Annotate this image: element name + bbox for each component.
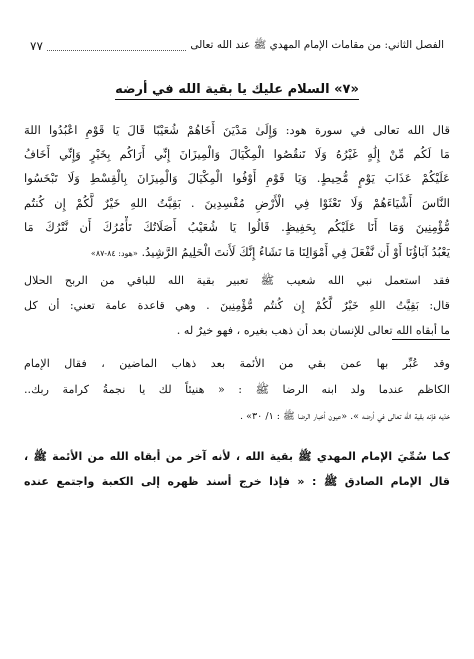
section-title-text: «٧» السلام عليك يا بقية الله في أرضه (115, 82, 359, 100)
paragraph-2-line-3: ما أبقاه الله تعالى للإنسان بعد أن ذهب بغيره ، فهو خيرٌ له . (176, 324, 450, 337)
running-header (30, 38, 444, 54)
paragraph-1-line-3: عَلَيْكُمْ عَذَابَ يَوْمٍ مُّحِيطٍ. وَيَا قَوْمِ أَوْفُوا الْمِكْيَالَ وَالْمِيزَانَ بِالْقِسْطِ وَلَا تَبْخَسُوا (24, 171, 450, 185)
paragraph-2-line-2: قال: بَقِيَّتُ اللهِ خَيْرٌ لَّكُمْ إِن كُنتُم مُّؤْمِنِينَ . وهي قاعدة عامة تعني: أن كل (24, 299, 450, 312)
underline-mark (392, 339, 450, 340)
header-dotted-leader (47, 42, 186, 51)
paragraph-2-line-1: فقد استعمل نبي الله شعيب ﷺ تعبير بقية الله للباقي من الربح الحلال (24, 274, 450, 287)
paragraph-4-line-2: قال الإمام الصادق ﷺ : « فإذا خرج أسند ظهره إلى الكعبة واجتمع عنده (24, 475, 450, 488)
running-title: الفصل الثاني: من مقامات الإمام المهدي ﷺ عند الله تعالى (190, 38, 444, 51)
paragraph-1-line-6 (24, 241, 450, 263)
quran-reference: «هود: ٨٤-٨٧» (90, 249, 138, 258)
paragraph-1-line-1: قال الله تعالى في سورة هود: وَإِلَىٰ مَدْيَنَ أَخَاهُمْ شُعَيْبًا قَالَ يَا قَوْمِ اعْبُدُوا اللهَ (24, 123, 450, 137)
paragraph-1-line-2: مَا لَكُم مِّنْ إِلَٰهٍ غَيْرُهُ وَلَا تَنقُصُوا الْمِكْيَالَ وَالْمِيزَانَ إِنِّي أَرَاكُم بِخَيْرٍ وَإِنِّي أَخَافُ (24, 147, 450, 161)
section-title (0, 82, 474, 97)
paragraph-1-line-5: مُّؤْمِنِينَ وَمَا أَنَا عَلَيْكُم بِحَفِيظٍ. قَالُوا يَا شُعَيْبُ أَصَلَاتُكَ تَأْمُرُكَ أَن نَّتْرُكَ مَا (24, 220, 450, 234)
paragraph-3-line-2: الكاظم عندما ولد ابنه الرضا ﷺ : « هنيئاً لك يا نجمةُ كرامة ربك.. (24, 383, 450, 396)
paragraph-3-line-3: خذيه فإنه بقية الله تعالى في أرضه ». «عيون أخبار الرضا ﷺ : ١/ ٣٠» . (239, 411, 450, 422)
paragraph-1-line-4: النَّاسَ أَشْيَاءَهُمْ وَلَا تَعْثَوْا فِي الْأَرْضِ مُفْسِدِينَ . بَقِيَّتُ اللهِ خَيْرٌ لَّكُمْ إِن كُنتُم (24, 196, 450, 210)
page-number: ٧٧ (30, 39, 43, 53)
paragraph-3-line-1: وقد عُبِّر بها عمن بقي من الأئمة بعد ذهاب الماضين ، فقال الإمام (24, 357, 450, 370)
paragraph-1-line-6-text: يَعْبُدُ آبَاؤُنَا أَوْ أَن نَّفْعَلَ فِي أَمْوَالِنَا مَا نَشَاءُ إِنَّكَ لَأَنتَ الْحَلِيمُ الرَّشِيدُ. (141, 245, 450, 259)
paragraph-4-line-1: كما سُمِّيَ الإمام المهدي ﷺ بقية الله ، لأنه آخر من أبقاه الله من الأئمة ﷺ ، (24, 450, 450, 463)
